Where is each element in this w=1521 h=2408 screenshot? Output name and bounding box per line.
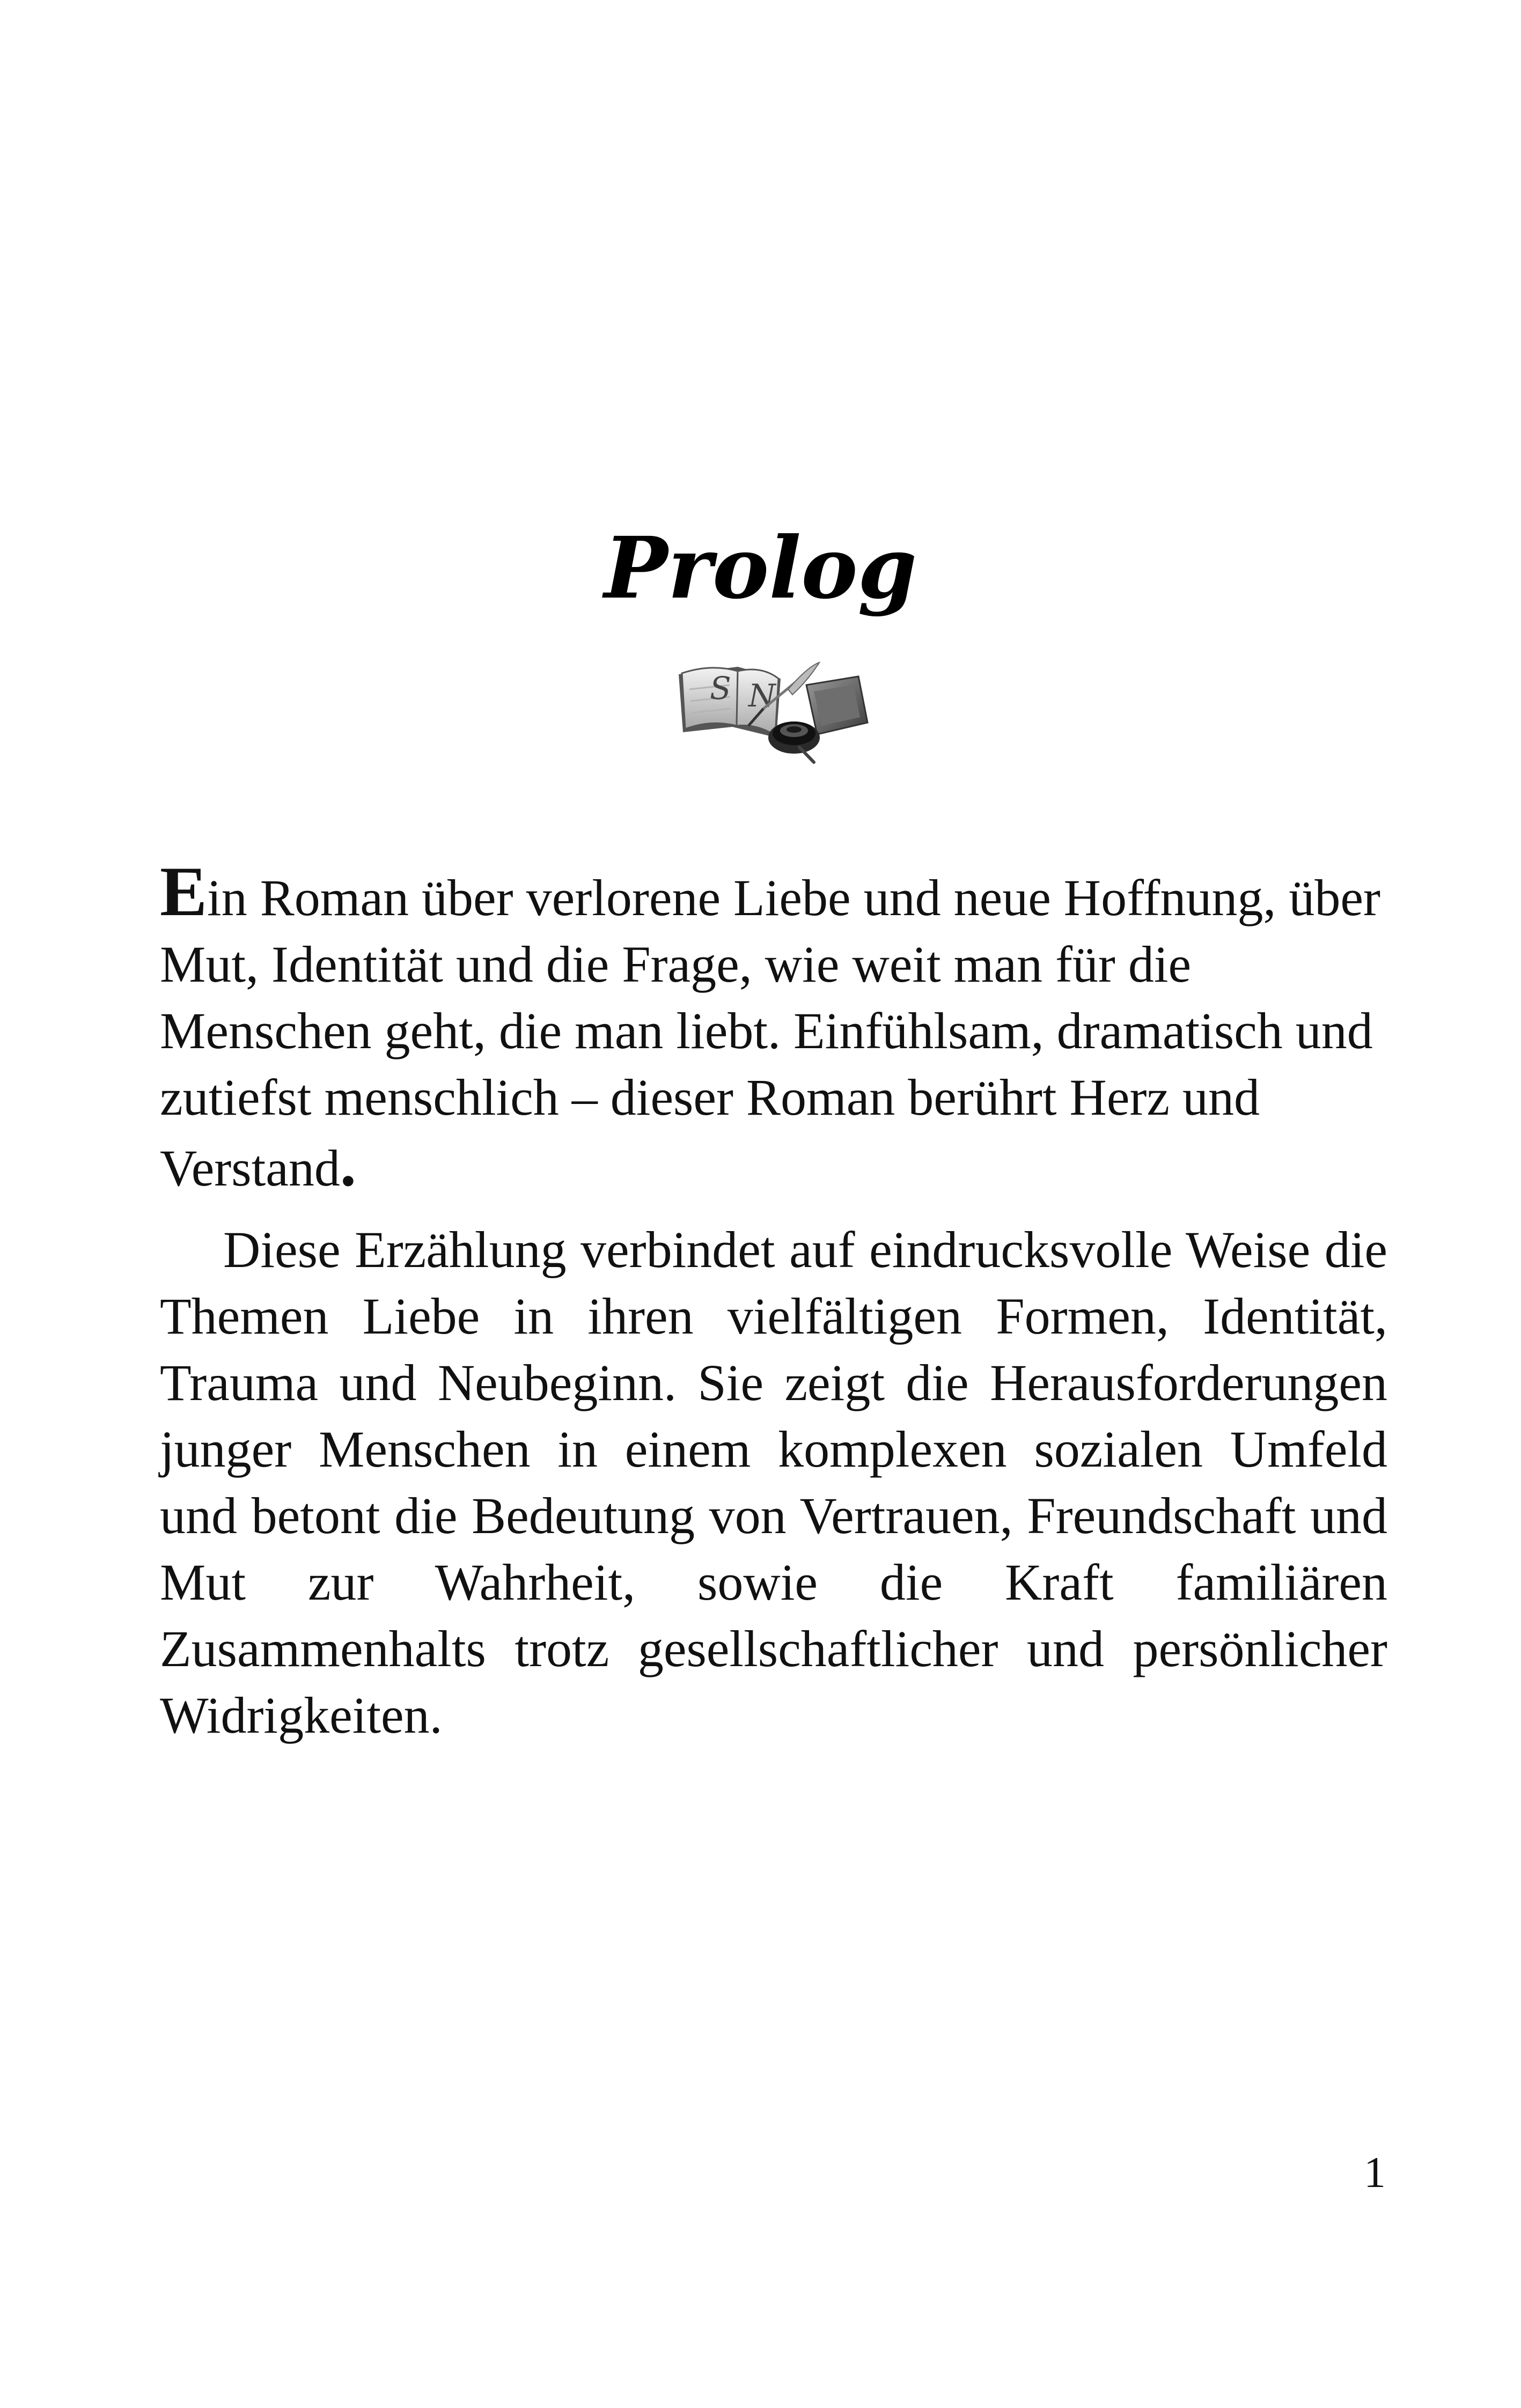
page-number: 1 (1364, 2148, 1386, 2197)
paragraph-1 (160, 852, 1387, 1202)
paragraph-1-text: in Roman über verlorene Liebe und neue Hoffnung, über Mut, Identität und die Frage, wie weit man für die Menschen geht, die man liebt. Einfühlsam, dramatisch und zutiefst menschlich – dieser Roman berührt Herz und Verstand (160, 869, 1380, 1197)
book-quill-inkpot-icon (673, 657, 883, 764)
paragraph-2: Diese Erzählung verbindet auf eindrucksvolle Weise die Themen Liebe in ihren vielfältigen Formen, Identität, Trauma und Neubeginn. Sie zeigt die Herausforderungen junger Menschen in einem komplexen sozialen Umfeld und betont die Bedeutung von Vertrauen, Freundschaft und Mut zur Wahrheit, sowie die Kraft familiären Zusammenhalts trotz gesellschaftlicher und persönlicher Widrigkeiten. (160, 1221, 1387, 1744)
chapter-title: Prolog (604, 519, 917, 618)
ornament-letter-n: N (748, 678, 776, 714)
paragraph-1-end-mark: . (340, 1128, 356, 1199)
ornament-letter-s: S (710, 670, 731, 706)
prologue-text (160, 852, 1387, 1749)
dropcap: E (160, 852, 208, 931)
